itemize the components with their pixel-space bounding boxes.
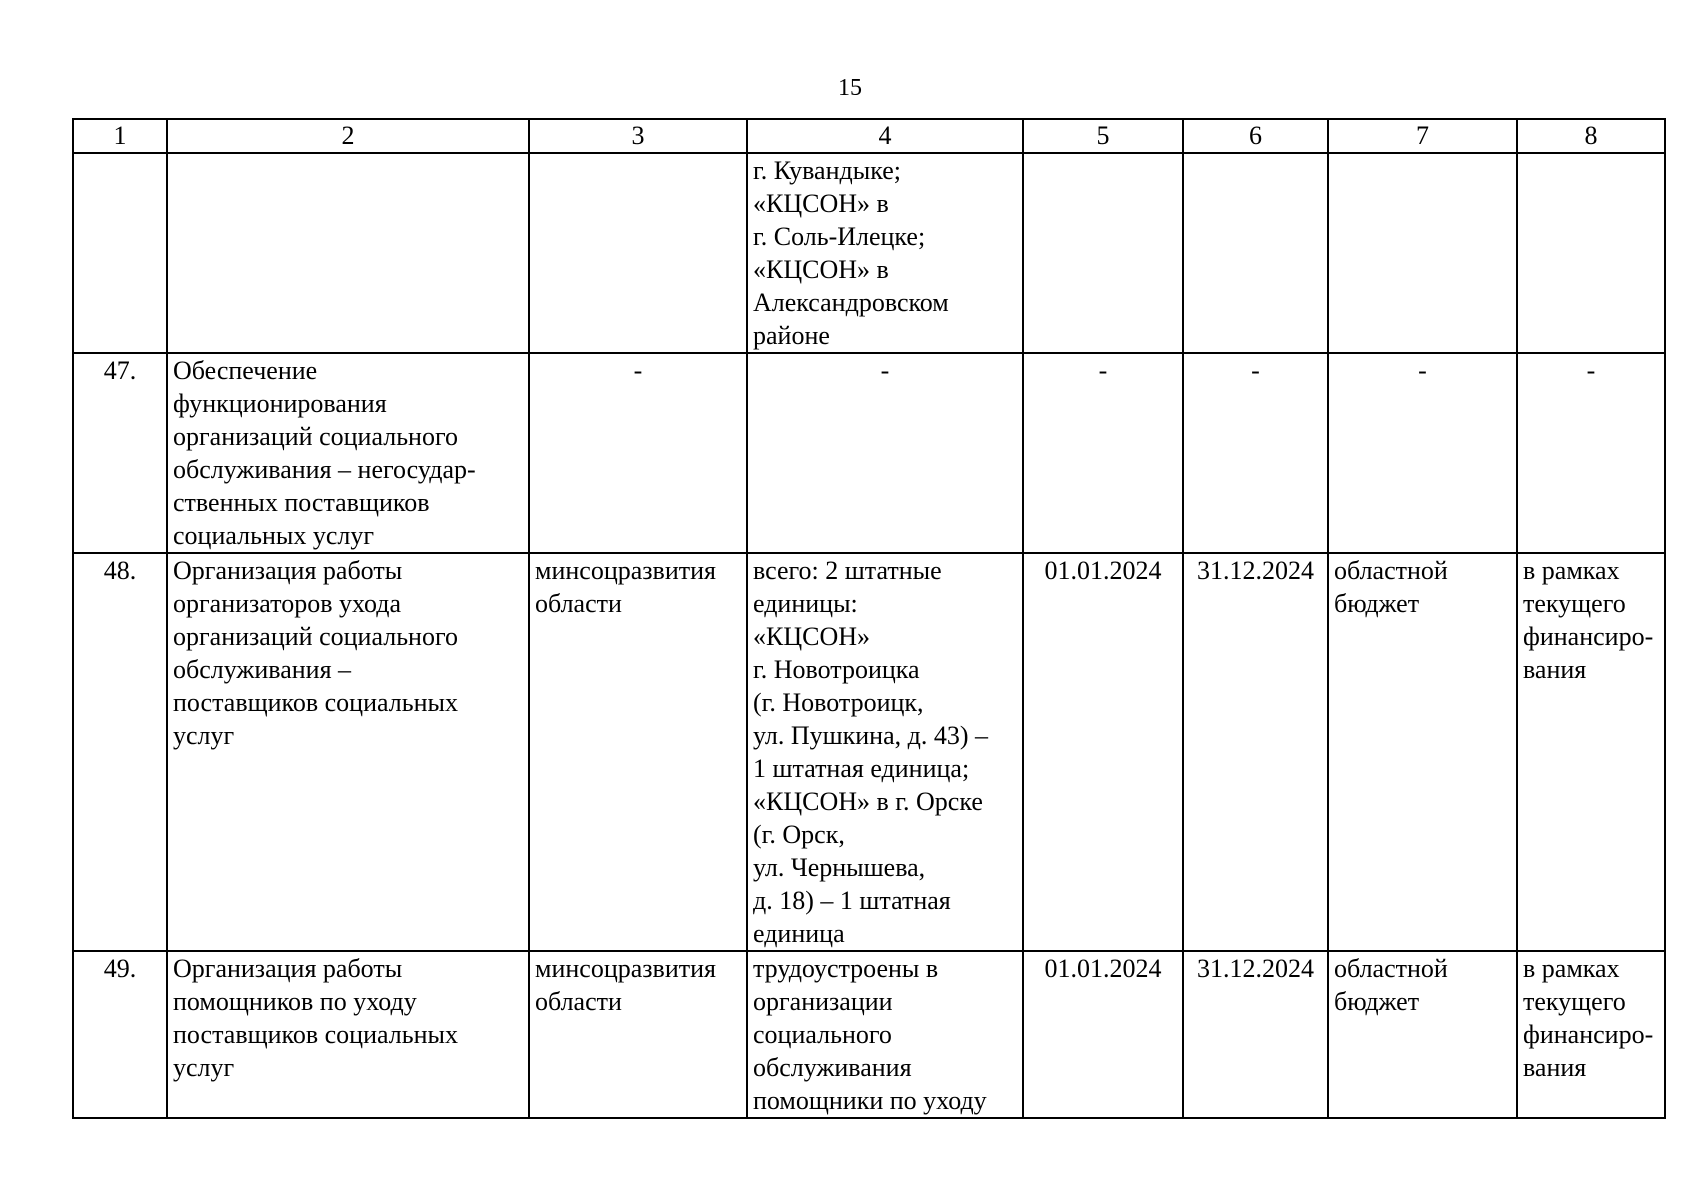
executor: -: [529, 353, 747, 553]
column-header: 5: [1023, 119, 1183, 153]
column-header: 7: [1328, 119, 1517, 153]
column-header: 6: [1183, 119, 1328, 153]
start-date: 01.01.2024: [1023, 553, 1183, 951]
table-row: [73, 353, 1665, 553]
measure-name: Организация работы помощников по уходу поставщиков социальных услуг: [167, 951, 529, 1118]
description: трудоустроены в организации социального обслуживания помощники по уходу: [747, 951, 1023, 1118]
description: всего: 2 штатные единицы: «КЦСОН» г. Новотроицка (г. Новотроицк, ул. Пушкина, д. 43) – 1 штатная единица; «КЦСОН» в г. Орске (г. Орск, ул. Чернышева, д. 18) – 1 штатная единица: [747, 553, 1023, 951]
column-header: 8: [1517, 119, 1665, 153]
description: г. Кувандыке; «КЦСОН» в г. Соль-Илецке; «КЦСОН» в Александровском районе: [747, 153, 1023, 353]
document-table: [72, 118, 1666, 1119]
row-number: [73, 153, 167, 353]
financing-note: в рамках текущего финансиро- вания: [1517, 553, 1665, 951]
funding-source: -: [1328, 353, 1517, 553]
table-row: [73, 951, 1665, 1118]
measure-name: Обеспечение функционирования организаций социального обслуживания – негосудар- ственных поставщиков социальных услуг: [167, 353, 529, 553]
table-row: [73, 153, 1665, 353]
executor: минсоцразвития области: [529, 951, 747, 1118]
description: -: [747, 353, 1023, 553]
column-header: 2: [167, 119, 529, 153]
column-header: 3: [529, 119, 747, 153]
end-date: 31.12.2024: [1183, 553, 1328, 951]
end-date: [1183, 153, 1328, 353]
start-date: -: [1023, 353, 1183, 553]
column-header: 4: [747, 119, 1023, 153]
table-row: [73, 553, 1665, 951]
funding-source: областной бюджет: [1328, 951, 1517, 1118]
end-date: 31.12.2024: [1183, 951, 1328, 1118]
executor: минсоцразвития области: [529, 553, 747, 951]
start-date: [1023, 153, 1183, 353]
end-date: -: [1183, 353, 1328, 553]
financing-note: [1517, 153, 1665, 353]
column-header: 1: [73, 119, 167, 153]
start-date: 01.01.2024: [1023, 951, 1183, 1118]
row-number: 49.: [73, 951, 167, 1118]
funding-source: областной бюджет: [1328, 553, 1517, 951]
header-row: [73, 119, 1665, 153]
page-number: 15: [838, 75, 862, 101]
row-number: 47.: [73, 353, 167, 553]
measure-name: [167, 153, 529, 353]
financing-note: -: [1517, 353, 1665, 553]
measure-name: Организация работы организаторов ухода организаций социального обслуживания – поставщиков социальных услуг: [167, 553, 529, 951]
row-number: 48.: [73, 553, 167, 951]
funding-source: [1328, 153, 1517, 353]
executor: [529, 153, 747, 353]
financing-note: в рамках текущего финансиро- вания: [1517, 951, 1665, 1118]
